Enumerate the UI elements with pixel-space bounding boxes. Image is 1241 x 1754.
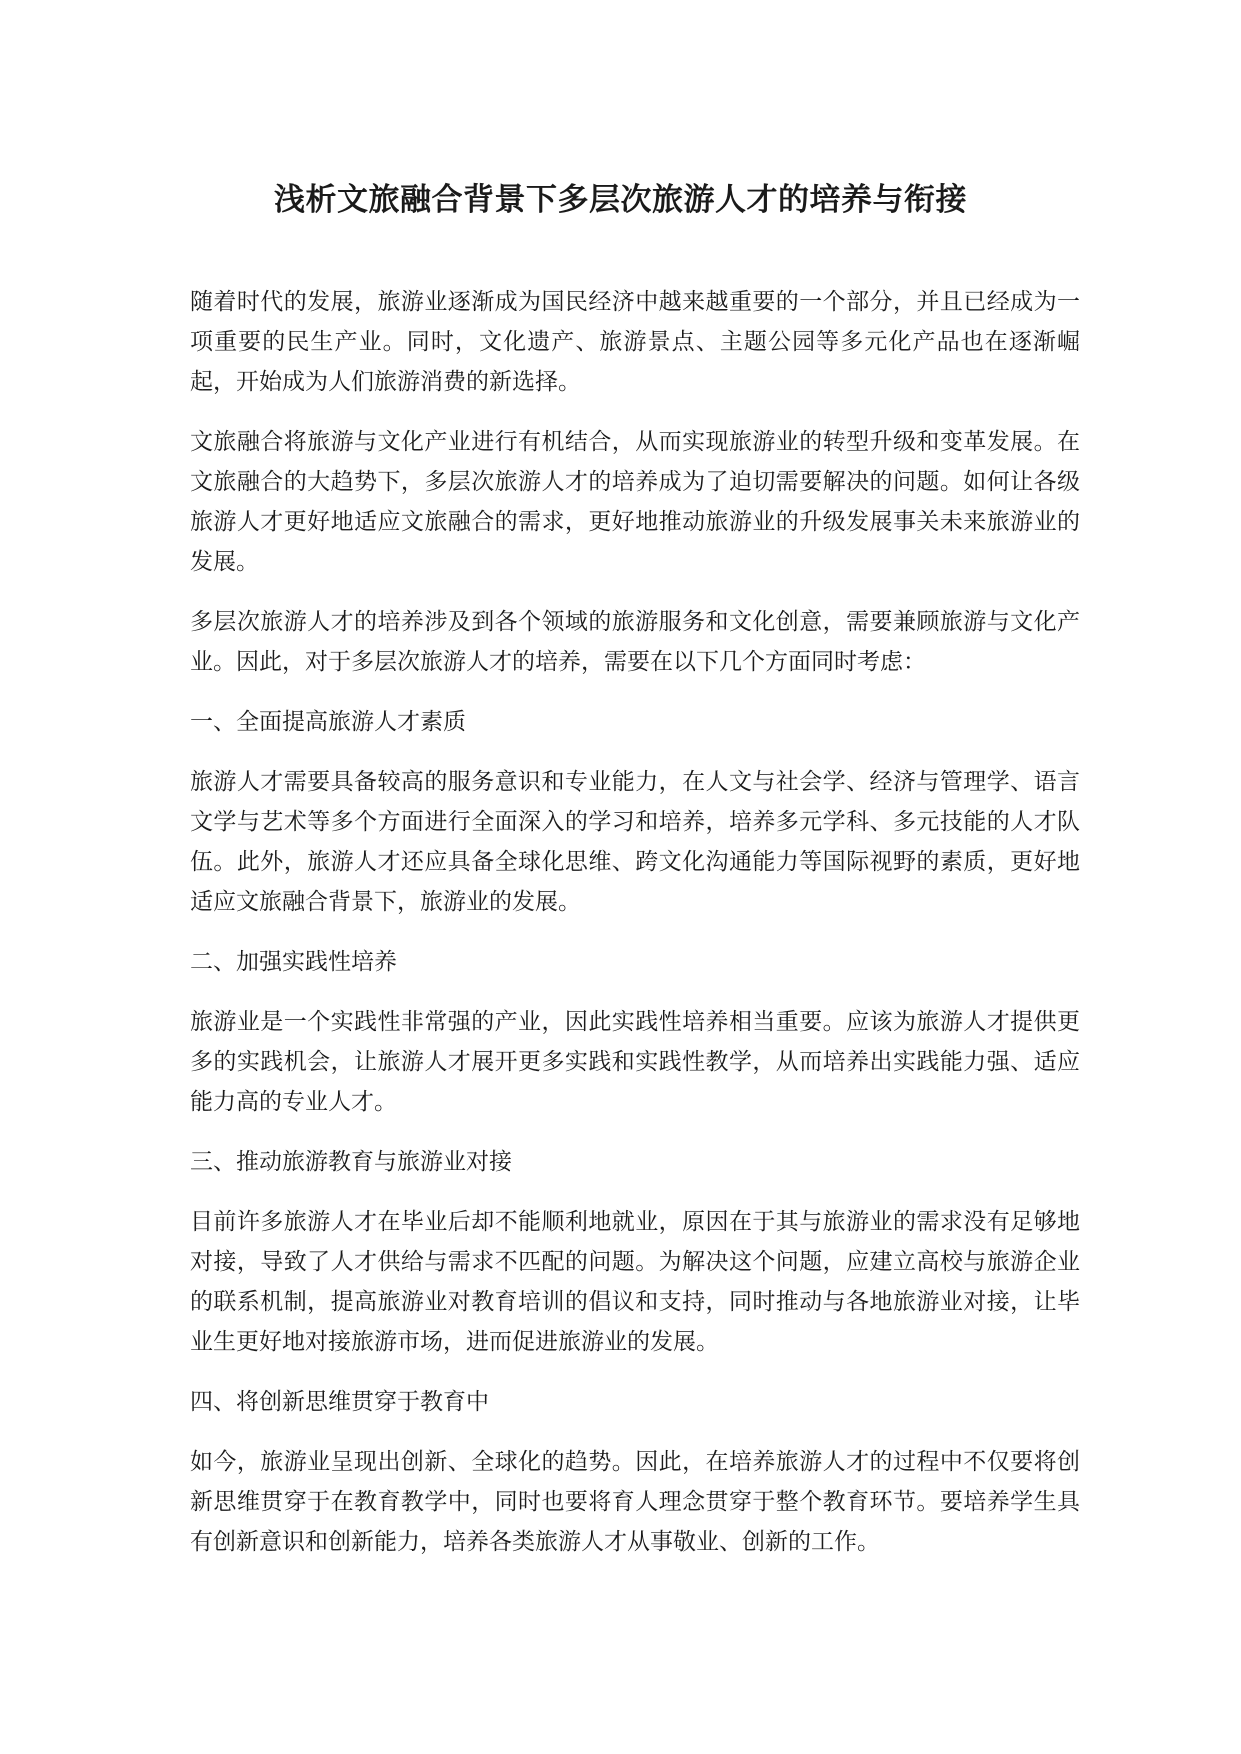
section-heading: 四、将创新思维贯穿于教育中 xyxy=(190,1389,489,1415)
paragraph: 文旅融合将旅游与文化产业进行有机结合，从而实现旅游业的转型升级和变革发展。在文旅融合的大趋势下，多层次旅游人才的培养成为了迫切需要解决的问题。如何让各级旅游人才更好地适应文旅融合的需求，更好地推动旅游业的升级发展事关未来旅游业的发展。 xyxy=(190,429,1080,575)
section-heading: 二、加强实践性培养 xyxy=(190,949,397,975)
paragraph: 目前许多旅游人才在毕业后却不能顺利地就业，原因在于其与旅游业的需求没有足够地对接，导致了人才供给与需求不匹配的问题。为解决这个问题，应建立高校与旅游企业的联系机制，提高旅游业对教育培训的倡议和支持，同时推动与各地旅游业对接，让毕业生更好地对接旅游市场，进而促进旅游业的发展。 xyxy=(190,1209,1080,1355)
document-title: 浅析文旅融合背景下多层次旅游人才的培养与衔接 xyxy=(274,182,967,218)
paragraph: 旅游业是一个实践性非常强的产业，因此实践性培养相当重要。应该为旅游人才提供更多的实践机会，让旅游人才展开更多实践和实践性教学，从而培养出实践能力强、适应能力高的专业人才。 xyxy=(190,1009,1080,1115)
paragraph: 随着时代的发展，旅游业逐渐成为国民经济中越来越重要的一个部分，并且已经成为一项重要的民生产业。同时，文化遗产、旅游景点、主题公园等多元化产品也在逐渐崛起，开始成为人们旅游消费的新选择。 xyxy=(190,289,1080,395)
paragraph: 旅游人才需要具备较高的服务意识和专业能力，在人文与社会学、经济与管理学、语言文学与艺术等多个方面进行全面深入的学习和培养，培养多元学科、多元技能的人才队伍。此外，旅游人才还应具备全球化思维、跨文化沟通能力等国际视野的素质，更好地适应文旅融合背景下，旅游业的发展。 xyxy=(190,769,1080,915)
section-heading: 一、全面提高旅游人才素质 xyxy=(190,709,466,735)
document-body xyxy=(190,282,1080,1582)
paragraph: 多层次旅游人才的培养涉及到各个领域的旅游服务和文化创意，需要兼顾旅游与文化产业。因此，对于多层次旅游人才的培养，需要在以下几个方面同时考虑： xyxy=(190,609,1080,675)
paragraph: 如今，旅游业呈现出创新、全球化的趋势。因此，在培养旅游人才的过程中不仅要将创新思维贯穿于在教育教学中，同时也要将育人理念贯穿于整个教育环节。要培养学生具有创新意识和创新能力，培养各类旅游人才从事敬业、创新的工作。 xyxy=(190,1449,1080,1555)
section-heading: 三、推动旅游教育与旅游业对接 xyxy=(190,1149,512,1175)
